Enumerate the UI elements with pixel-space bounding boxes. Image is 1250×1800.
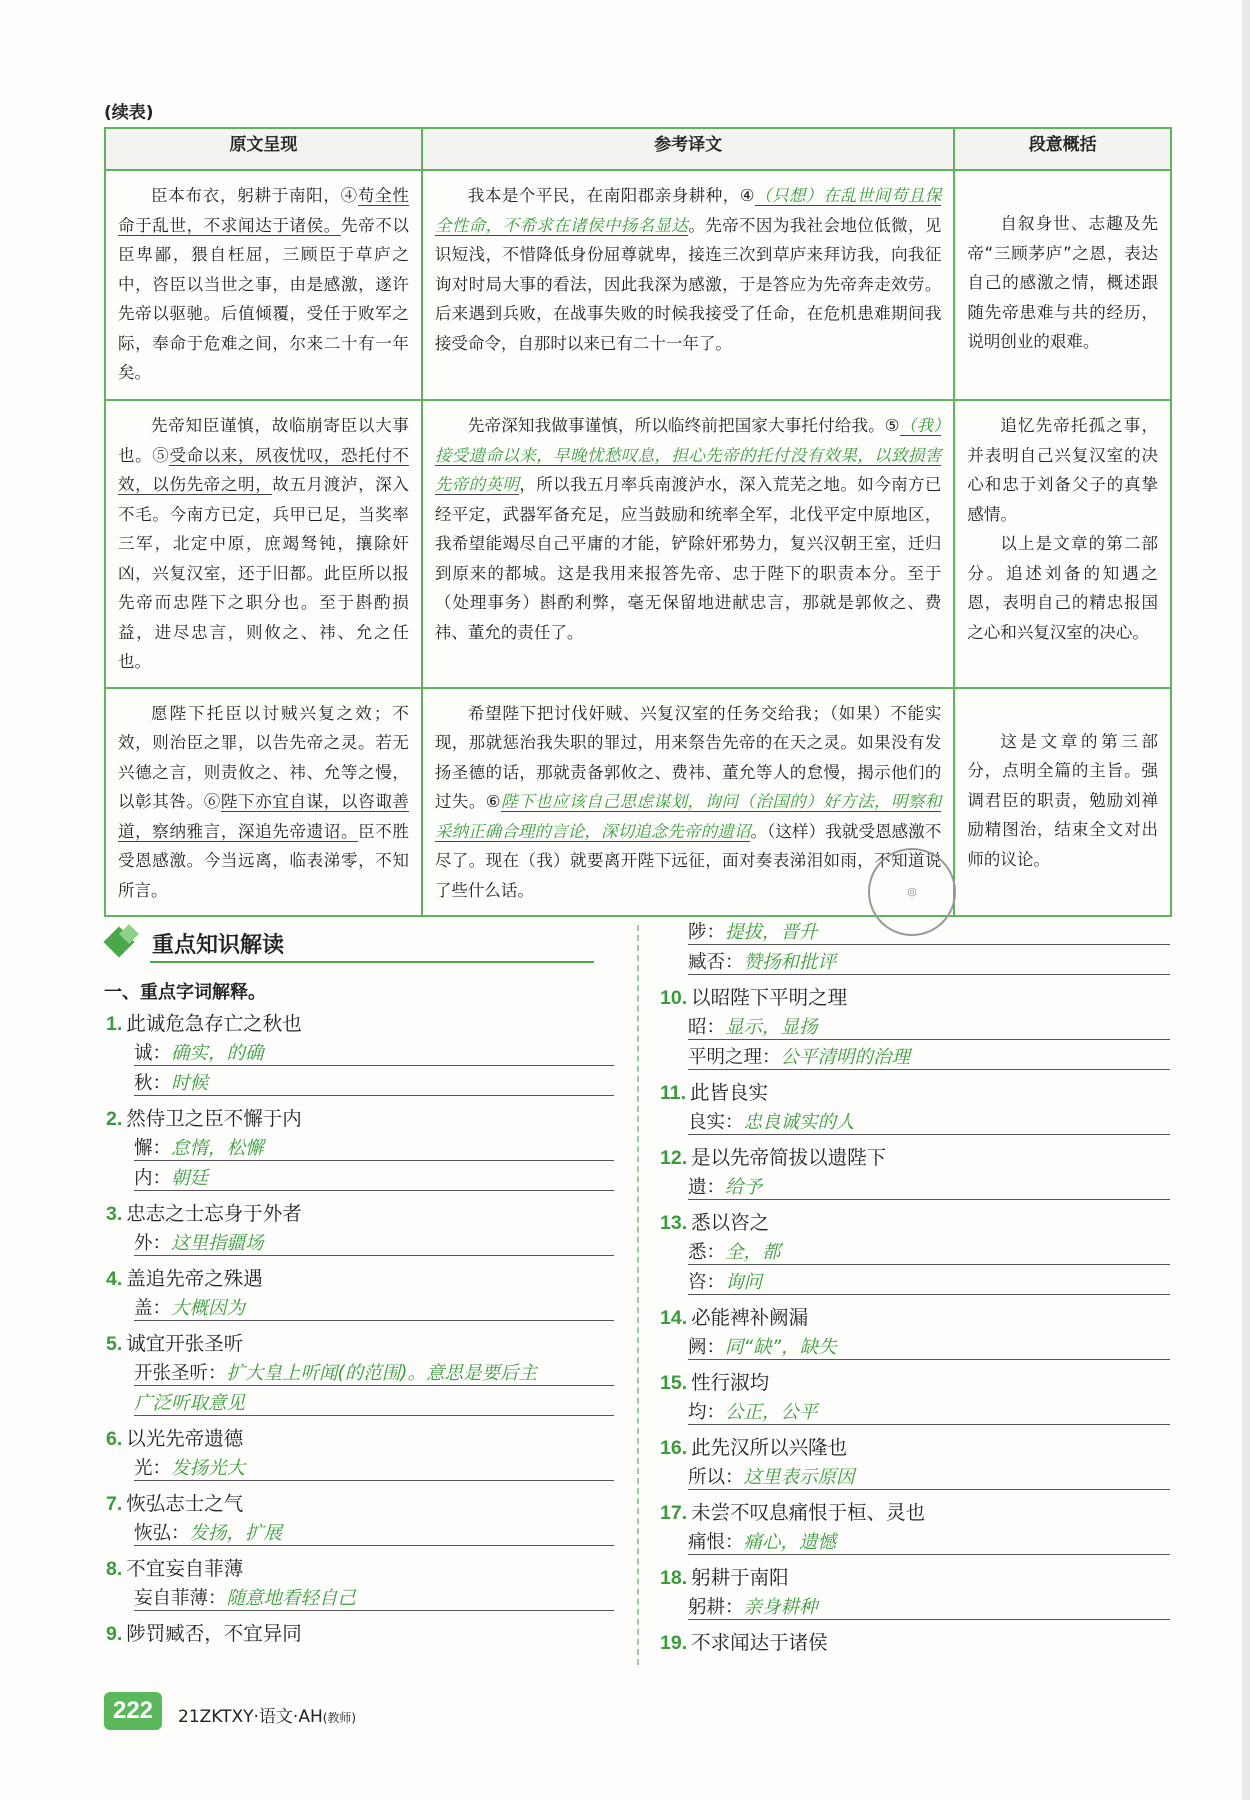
answer-label: 盖：: [134, 1298, 172, 1319]
vocab-answer: [134, 1519, 282, 1545]
answer-line: [688, 944, 1170, 945]
answer-label: 秋：: [134, 1073, 172, 1094]
answer-line: [134, 1545, 614, 1546]
page-number: 222: [104, 1692, 162, 1730]
answer-label: 恢弘：: [134, 1523, 190, 1544]
answer-value: 朝廷: [171, 1168, 209, 1189]
answer-value: 同“缺”，缺失: [725, 1337, 837, 1358]
original-cell: [105, 688, 422, 917]
vocab-sentence: 忠志之士忘身于外者: [126, 1202, 302, 1225]
vocab-answer: [688, 1268, 762, 1294]
vocab-item: [106, 1328, 243, 1356]
answer-value: 这里表示原因: [743, 1467, 855, 1488]
answer-line: [134, 1480, 614, 1481]
vocab-answer: [134, 1069, 208, 1095]
vocab-sentence: 恢弘志士之气: [126, 1492, 244, 1515]
translation-text: ，所以我五月率兵南渡泸水，深入荒芜之地。如今南方已经平定，武器军备充足，应当鼓励和统率全军，北伐平定中原地区，我希望能竭尽自己平庸的才能，铲除奸邪势力，复兴汉朝王室，迁归到原来的都城。这是我用来报答先帝、忠于陛下的职责本分。至于（处理事务）斟酌利弊，毫无保留地进献忠言，那就是郭攸之、费祎、董允的责任了。: [434, 475, 942, 642]
answer-value: 发扬，扩展: [189, 1523, 283, 1544]
continued-label: (续表): [104, 103, 154, 123]
header-summary: 段意概括: [954, 128, 1171, 170]
vocab-item: [660, 1627, 828, 1655]
vocab-answer: [134, 1294, 245, 1320]
vocab-number: 17.: [660, 1502, 688, 1524]
vocab-answer: [134, 1584, 356, 1610]
translation-text: 我本是个平民，在南阳郡亲身耕种，④: [467, 186, 755, 205]
answer-value: 公正，公平: [725, 1402, 818, 1423]
answer-line: [134, 1095, 614, 1096]
answer-value: 时候: [171, 1073, 209, 1094]
vocab-answer: [688, 1593, 818, 1619]
answer-value: 忠良诚实的人: [743, 1112, 855, 1133]
answer-value: 显示，显扬: [725, 1017, 818, 1038]
vocab-item: [660, 1142, 886, 1170]
summary-text-2: 以上是文章的第二部分。追述刘备的知遇之恩，表明自己的精忠报国之心和兴复汉室的决心。: [967, 534, 1158, 642]
vocab-number: 10.: [660, 987, 688, 1009]
original-text: 愿陛下托臣以讨贼兴复之效；不效，则治臣之罪，以告先帝之灵。若无兴德之言，则责攸之、祎、允等之慢，以彰其咎。⑥: [118, 703, 409, 811]
answer-label: 外：: [134, 1233, 172, 1254]
vocab-answer: [688, 918, 818, 944]
vocab-answer: [134, 1134, 264, 1160]
answer-line: [134, 1255, 614, 1256]
answer-line: [688, 1264, 1170, 1265]
answer-line: [688, 1489, 1170, 1490]
answer-label: 躬耕：: [688, 1597, 744, 1618]
answer-line: [134, 1385, 614, 1386]
vocab-number: 3.: [106, 1203, 123, 1225]
original-text: 臣不胜受恩感激。今当远离，临表涕零，不知所言。: [118, 821, 409, 900]
header-translation: 参考译文: [422, 128, 954, 170]
vocab-item: [660, 1497, 925, 1525]
vocab-item: [660, 1302, 808, 1330]
header-original: 原文呈现: [105, 128, 422, 170]
translation-cell: [422, 170, 954, 400]
translation-cell: [422, 400, 954, 688]
answer-value: 痛心，遗憾: [743, 1532, 837, 1553]
vocab-answer: [134, 1164, 208, 1190]
vocab-answer: [688, 1333, 837, 1359]
answer-label: 妄自菲薄：: [134, 1588, 227, 1609]
answer-value: 随意地看轻自己: [226, 1588, 357, 1609]
section-heading: [104, 925, 594, 965]
answer-value: 亲身耕种: [743, 1597, 818, 1618]
vocab-sentence: 是以先帝简拔以遗陛下: [691, 1146, 887, 1169]
answer-value: 公平清明的治理: [780, 1047, 911, 1068]
answer-label: 光：: [134, 1458, 172, 1479]
vocab-item: [106, 1263, 263, 1291]
vocab-sentence: 以光先帝遗德: [126, 1427, 244, 1450]
vocab-sentence: 诚宜开张圣听: [126, 1332, 244, 1355]
translation-text: 。先帝不因为我社会地位低微，见识短浅，不惜降低身份屈尊就卑，接连三次到草庐来拜访我，向我征询对时局大事的看法，因此我深为感激，于是答应为先帝奔走效劳。后来遇到兵败，在战事失败的时候我接受了任命，在危机患难期间我接受命令，自那时以来已有二十一年了。: [434, 215, 942, 353]
original-text: 先帝知臣谨慎，故临崩寄臣以大事也。⑤: [118, 416, 409, 465]
answer-line: [134, 1320, 614, 1321]
vocab-number: 9.: [106, 1623, 123, 1645]
vocab-sentence: 然侍卫之臣不懈于内: [126, 1107, 302, 1130]
table-row: [105, 400, 1171, 688]
original-text: 臣本布衣，躬耕于南阳，④: [151, 186, 358, 205]
answer-value: 确实，的确: [171, 1043, 264, 1064]
answer-line: [688, 974, 1170, 975]
answer-line: [134, 1160, 614, 1161]
answer-value: 提拔，晋升: [725, 922, 818, 943]
original-cell: [105, 170, 422, 400]
table-header-row: [105, 128, 1171, 170]
vocab-number: 4.: [106, 1268, 123, 1290]
answer-line: [688, 1619, 1170, 1620]
answer-label: 遗：: [688, 1177, 726, 1198]
answer-line: [134, 1190, 614, 1191]
answer-value: 大概因为: [171, 1298, 246, 1319]
answer-label: 内：: [134, 1168, 172, 1189]
vocab-item: [106, 1553, 243, 1581]
vocab-sentence: 躬耕于南阳: [691, 1566, 789, 1589]
vocab-number: 8.: [106, 1558, 123, 1580]
answer-value: 全，都: [725, 1242, 781, 1263]
vocab-number: 18.: [660, 1567, 688, 1589]
answer-line: [688, 1039, 1170, 1040]
vocab-number: 7.: [106, 1493, 123, 1515]
answer-label: 昭：: [688, 1017, 726, 1038]
original-underlined: 苟全性命于乱世，不求闻达于诸侯。: [118, 186, 409, 235]
seal-icon: ◎: [860, 840, 964, 944]
vocab-number: 12.: [660, 1147, 688, 1169]
answer-value: 这里指疆场: [171, 1233, 264, 1254]
translation-fill: （我）接受遗命以来，早晚忧愁叹息，担心先帝的托付没有效果，以致损害先帝的英明: [434, 416, 942, 494]
answer-value: 给予: [725, 1177, 763, 1198]
answer-value: 怠惰，松懈: [171, 1138, 264, 1159]
answer-value: 广泛听取意见: [134, 1393, 246, 1414]
summary-cell: [954, 170, 1171, 400]
answer-label: 开张圣听：: [134, 1363, 227, 1384]
vocab-sentence: 盖追先帝之殊遇: [126, 1267, 263, 1290]
vocab-answer: [134, 1454, 245, 1480]
answer-value: 赞扬和批评: [743, 952, 837, 973]
summary-text: 自叙身世、志趣及先帝“三顾茅庐”之恩，表达自己的感激之情，概述跟随先帝患难与共的经历，说明创业的艰难。: [967, 214, 1158, 351]
original-text: 先帝不以臣卑鄙，猥自枉屈，三顾臣于草庐之中，咨臣以当世之事，由是感激，遂许先帝以驱驰。后值倾覆，受任于败军之际，奉命于危难之间，尔来二十有一年矣。: [118, 215, 409, 382]
answer-line: [688, 1134, 1170, 1135]
vocab-sentence: 此诚危急存亡之秋也: [126, 1012, 302, 1035]
vocab-sentence: 陟罚臧否，不宜异同: [126, 1622, 302, 1645]
answer-label: 所以：: [688, 1467, 744, 1488]
vocab-sentence: 以昭陛下平明之理: [691, 986, 848, 1009]
section-title: 重点知识解读: [152, 933, 285, 958]
answer-line: [688, 1424, 1170, 1425]
answer-label: 臧否：: [688, 952, 744, 973]
answer-label: 诚：: [134, 1043, 172, 1064]
answer-label: 平明之理：: [688, 1047, 781, 1068]
vocab-number: 6.: [106, 1428, 123, 1450]
translation-text: 先帝深知我做事谨慎，所以临终前把国家大事托付给我。⑤: [467, 416, 900, 435]
vocab-answer: [688, 1463, 855, 1489]
vocab-answer: [688, 948, 836, 974]
vocab-sentence: 必能裨补阙漏: [691, 1306, 809, 1329]
vocab-item: [106, 1618, 302, 1646]
answer-label: 悉：: [688, 1242, 726, 1263]
table-row: [105, 688, 1171, 917]
translation-fill: （只想）在乱世间苟且保全性命，不希求在诸侯中扬名显达: [434, 186, 942, 235]
original-underlined: 受命以来，夙夜忧叹，恐托付不效，以伤先帝之明，: [118, 445, 409, 494]
answer-label: 均：: [688, 1402, 726, 1423]
answer-label: 咨：: [688, 1272, 726, 1293]
answer-line: [134, 1415, 614, 1416]
summary-text: 追忆先帝托孤之事，并表明自己兴复汉室的决心和忠于刘备父子的真挚感情。: [967, 416, 1158, 524]
summary-cell: [954, 400, 1171, 688]
vocab-answer: [688, 1108, 855, 1134]
footer-teacher: (教师): [322, 1711, 357, 1725]
vocab-sentence: 此先汉所以兴隆也: [691, 1436, 848, 1459]
summary-text: 这是文章的第三部分，点明全篇的主旨。强调君臣的职责，勉励刘禅励精图治，结束全文对出师的议论。: [967, 731, 1158, 869]
answer-value: 扩大皇上听闻(的范围)。意思是要后主: [226, 1363, 537, 1384]
vocab-number: 15.: [660, 1372, 688, 1394]
vocab-item: [660, 982, 847, 1010]
original-underlined: 陛下亦宜自谋，以咨诹善道，察纳雅言，深追先帝遗诏。: [118, 792, 409, 841]
page-edge: [1242, 0, 1250, 1800]
vocab-sentence: 未尝不叹息痛恨于桓、灵也: [691, 1501, 926, 1524]
answer-label: 懈：: [134, 1138, 172, 1159]
vocab-answer: [688, 1173, 762, 1199]
vocab-item: [660, 1367, 769, 1395]
answer-line: [688, 1069, 1170, 1070]
vocab-item: [660, 1077, 768, 1105]
vocab-item: [660, 1432, 847, 1460]
translation-fill: 陛下也应该自己思虑谋划，询问（治国的）好方法，明察和采纳正确合理的言论，深切追念先帝的遗诏: [434, 792, 942, 841]
original-text: 故五月渡泸，深入不毛。今南方已定，兵甲已足，当奖率三军，北定中原，庶竭驽钝，攘除奸凶，兴复汉室，还于旧都。此臣所以报先帝而忠陛下之职分也。至于斟酌损益，进尽忠言，则攸之、祎、允之任也。: [118, 475, 409, 671]
answer-line: [688, 1199, 1170, 1200]
answer-line: [134, 1065, 614, 1066]
vocab-answer: [688, 1238, 781, 1264]
vocab-sentence: 不求闻达于诸侯: [691, 1631, 828, 1654]
vocab-answer: [688, 1398, 818, 1424]
answer-label: 陟：: [688, 922, 726, 943]
vocab-number: 2.: [106, 1108, 123, 1130]
vocab-sentence: 性行淑均: [691, 1371, 770, 1394]
answer-value: 发扬光大: [171, 1458, 246, 1479]
vocab-item: [106, 1423, 243, 1451]
answer-value: 询问: [725, 1272, 763, 1293]
vocab-number: 11.: [660, 1082, 687, 1104]
column-divider: [637, 925, 639, 1665]
vocab-item: [106, 1488, 243, 1516]
vocab-sentence: 悉以咨之: [691, 1211, 770, 1234]
answer-line: [688, 1359, 1170, 1360]
vocab-answer: [688, 1013, 818, 1039]
vocab-item: [106, 1008, 302, 1036]
vocab-number: 1.: [106, 1013, 123, 1035]
vocab-item: [660, 1207, 769, 1235]
vocab-number: 5.: [106, 1333, 123, 1355]
vocab-answer: [688, 1043, 910, 1069]
summary-cell: [954, 688, 1171, 917]
vocab-answer: [134, 1039, 264, 1065]
footer-code-text: 21ZKTXY·语文·AH: [178, 1707, 323, 1727]
vocab-number: 19.: [660, 1632, 688, 1654]
footer-code: [178, 1702, 356, 1727]
answer-line: [688, 1294, 1170, 1295]
vocab-sentence: 不宜妄自菲薄: [126, 1557, 244, 1580]
answer-line: [134, 1610, 614, 1611]
vocab-answer: [688, 1528, 836, 1554]
section-subtitle: 一、重点字词解释。: [104, 982, 266, 1003]
vocab-sentence: 此皆良实: [690, 1081, 769, 1104]
section-underline: [150, 961, 594, 963]
vocab-item: [106, 1103, 302, 1131]
translation-text: 。（这样）我就受恩感激不尽了。现在（我）就要离开陛下远征，面对奏表涕泪如雨，不知道说了些什么话。: [434, 821, 942, 900]
vocab-answer: [134, 1359, 537, 1385]
answer-label: 痛恨：: [688, 1532, 744, 1553]
vocab-item: [660, 1562, 789, 1590]
answer-label: 良实：: [688, 1112, 744, 1133]
table-row: [105, 170, 1171, 400]
vocab-answer: [134, 1389, 245, 1415]
vocab-number: 14.: [660, 1307, 688, 1329]
vocab-number: 13.: [660, 1212, 688, 1234]
answer-line: [688, 1554, 1170, 1555]
answer-label: 阙：: [688, 1337, 726, 1358]
vocab-item: [106, 1198, 302, 1226]
vocab-answer: [134, 1229, 264, 1255]
translation-text: 希望陛下把讨伐奸贼、兴复汉室的任务交给我；（如果）不能实现，那就惩治我失职的罪过，用来祭告先帝的在天之灵。如果没有发扬圣德的话，那就责备郭攸之、费祎、董允等人的怠慢，揭示他们的过失。⑥: [434, 703, 942, 811]
original-cell: [105, 400, 422, 688]
vocab-number: 16.: [660, 1437, 688, 1459]
translation-table: [104, 127, 1172, 917]
